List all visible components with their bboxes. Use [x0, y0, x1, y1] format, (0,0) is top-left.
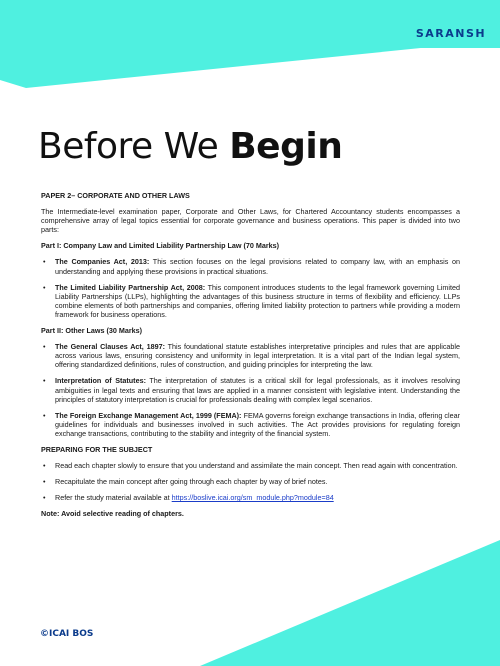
list-item: • Recapitulate the main concept after going through each chapter by way of brief notes.	[41, 477, 460, 486]
footer-copyright: ©ICAI BOS	[40, 629, 94, 639]
item-text: This foundational statute establishes interpretative principles and rules that are applicable across various laws, ensuring consistency and uniformity in legal interpretation. It is a vital part of the Indian legal system, offering standardized definitions, rules of construction, and guiding principles for interpreting the law.	[55, 342, 461, 370]
list-item	[41, 342, 460, 369]
item-text: The interpretation of statutes is a critical skill for legal professionals, as it involves resolving ambiguities in legal texts and ensuring that laws are applied in a manner consistent with legislative intent. Understanding the principles of statutory interpretation is crucial for professionals dealing with complex legal scenarios.	[55, 376, 460, 404]
item-term: Interpretation of Statutes:	[55, 376, 146, 386]
item-term: The Foreign Exchange Management Act, 1999 (FEMA):	[55, 410, 242, 420]
top-accent-shape	[0, 0, 500, 100]
list-item	[41, 283, 460, 319]
page-title	[38, 126, 342, 167]
brand-label: SARANSH	[415, 26, 487, 40]
item-term: The General Clauses Act, 1897:	[55, 342, 165, 352]
list-item: • Read each chapter slowly to ensure that you understand and assimilate the main concept. Then read again with concentration.	[41, 461, 460, 470]
list-item	[41, 411, 460, 438]
title-light: Before We	[38, 126, 230, 167]
part1-heading: Part I: Company Law and Limited Liability Partnership Law (70 Marks)	[41, 241, 280, 251]
part2-list	[41, 342, 460, 438]
preparing-heading: PREPARING FOR THE SUBJECT	[41, 444, 153, 454]
item-term: The Companies Act, 2013:	[55, 257, 150, 267]
list-item	[41, 493, 460, 502]
selective-reading-note: Note: Avoid selective reading of chapters.	[41, 509, 184, 519]
document-body	[41, 191, 460, 525]
bottom-accent-shape	[0, 540, 500, 666]
brand-badge	[402, 18, 500, 48]
list-item	[41, 376, 460, 403]
title-bold: Begin	[229, 126, 343, 167]
intro-paragraph: The Intermediate-level examination paper, Corporate and Other Laws, for Chartered Accountancy students encompasses a comprehensive array of legal topics essential for corporate governance and business operations. This paper is divided into two parts:	[41, 207, 460, 235]
item-text: This component introduces students to the legal framework governing Limited Liability Partnerships (LLPs), highlighting the advantages of this business structure in terms of flexibility and efficiency. LLPs combine elements of both partnerships and companies, offering limited liability protection to partners while providing a modern framework for business operations.	[55, 282, 460, 319]
item-text: This section focuses on the legal provisions related to company law, with an emphasis on understanding and applying these provisions in practical situations.	[55, 257, 460, 276]
item-text: Refer the study material available at	[55, 493, 172, 503]
part1-list	[41, 257, 460, 319]
item-text: FEMA governs foreign exchange transactions in India, offering clear guidelines for individuals and businesses involved in such activities. The Act provides provisions for regulating foreign exchange transactions, contributing to the stability and integrity of the financial system.	[55, 410, 460, 438]
part2-heading: Part II: Other Laws (30 Marks)	[41, 326, 143, 336]
list-item	[41, 257, 460, 275]
study-material-link[interactable]: https://boslive.icai.org/sm_module.php?module=84	[171, 493, 334, 503]
preparing-list	[41, 461, 460, 502]
paper-heading: PAPER 2– CORPORATE AND OTHER LAWS	[41, 191, 190, 200]
item-term: The Limited Liability Partnership Act, 2008:	[55, 282, 206, 292]
